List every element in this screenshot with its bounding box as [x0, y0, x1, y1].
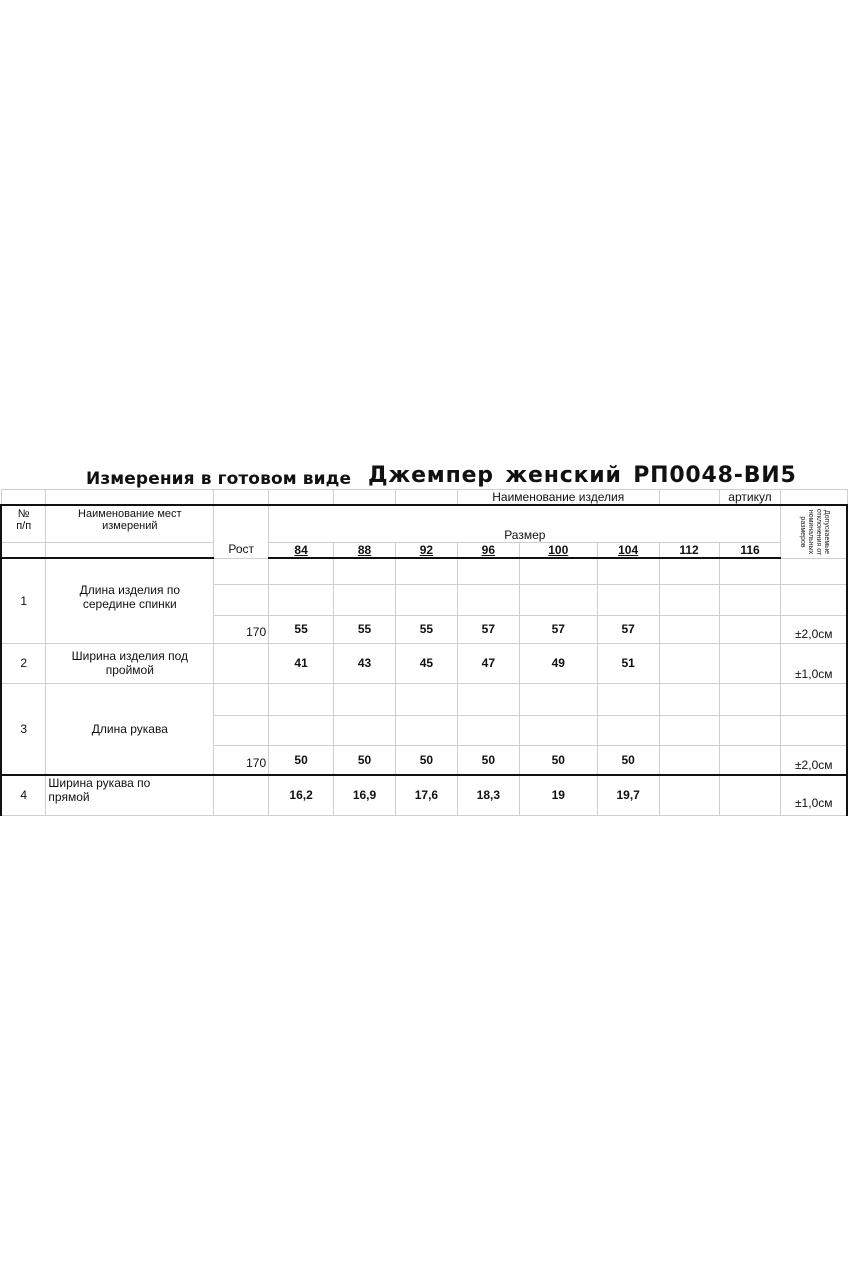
row-4-value: 17,6 [395, 775, 457, 815]
size-104: 104 [597, 542, 659, 558]
row-4-value: 19 [519, 775, 597, 815]
row-2-height [214, 643, 269, 683]
measurements-label: Измерения в готовом виде [86, 469, 352, 489]
subheader-row [1, 490, 847, 506]
row-4-value: 18,3 [457, 775, 519, 815]
table-row [1, 643, 847, 683]
article-label: артикул [719, 490, 781, 506]
row-3-height: 170 [214, 745, 269, 775]
row-2-value: 43 [334, 643, 396, 683]
row-4-height [214, 775, 269, 815]
table-row [1, 558, 847, 584]
col-name-header: Наименование мест измерений [46, 505, 214, 542]
row-3-tolerance: ±2,0см [781, 745, 847, 775]
size-group-header: Размер [269, 505, 781, 542]
row-3-name: Длина рукава [46, 683, 214, 775]
row-3-value [659, 745, 719, 775]
row-1-value: 57 [519, 615, 597, 643]
row-4-value [659, 775, 719, 815]
row-3-value: 50 [334, 745, 396, 775]
row-1-tolerance: ±2,0см [781, 615, 847, 643]
row-2-value [659, 643, 719, 683]
table-row [1, 775, 847, 815]
row-4-name: Ширина рукава по прямой [46, 775, 214, 815]
row-1-no: 1 [1, 558, 46, 643]
table-row [1, 683, 847, 715]
row-2-value: 49 [519, 643, 597, 683]
row-2-value [719, 643, 781, 683]
row-4-tolerance: ±1,0см [781, 775, 847, 815]
row-2-tolerance: ±1,0см [781, 643, 847, 683]
row-1-value: 57 [457, 615, 519, 643]
row-2-no: 2 [1, 643, 46, 683]
tolerance-header-cell [781, 505, 847, 558]
header-row [1, 505, 847, 542]
row-3-value: 50 [519, 745, 597, 775]
measurement-table [0, 489, 848, 816]
row-1-height: 170 [214, 615, 269, 643]
row-2-value: 47 [457, 643, 519, 683]
row-4-value: 16,9 [334, 775, 396, 815]
row-2-value: 41 [269, 643, 334, 683]
row-3-no: 3 [1, 683, 46, 775]
row-3-value [719, 745, 781, 775]
size-96: 96 [457, 542, 519, 558]
size-92: 92 [395, 542, 457, 558]
row-3-value: 50 [269, 745, 334, 775]
product-title: Джемпер женский РП0048-ВИ5 [368, 463, 797, 488]
row-2-name: Ширина изделия под проймой [46, 643, 214, 683]
row-4-no: 4 [1, 775, 46, 815]
size-100: 100 [519, 542, 597, 558]
row-4-value: 16,2 [269, 775, 334, 815]
row-1-value [719, 615, 781, 643]
row-3-value: 50 [597, 745, 659, 775]
row-1-name: Длина изделия по середине спинки [46, 558, 214, 643]
sizes-row [1, 542, 847, 558]
measurement-sheet [0, 460, 848, 812]
row-4-value: 19,7 [597, 775, 659, 815]
row-3-value: 50 [457, 745, 519, 775]
row-3-value: 50 [395, 745, 457, 775]
row-2-value: 45 [395, 643, 457, 683]
row-1-value: 57 [597, 615, 659, 643]
size-116: 116 [719, 542, 781, 558]
col-height-header: Рост [214, 505, 269, 558]
row-1-value: 55 [334, 615, 396, 643]
size-112: 112 [659, 542, 719, 558]
product-name-label: Наименование изделия [457, 490, 659, 506]
col-no-header: № п/п [1, 505, 46, 542]
row-1-value: 55 [269, 615, 334, 643]
row-1-value [659, 615, 719, 643]
tolerance-header: Допускаемые отклонения от номинальных размеров [798, 508, 830, 555]
row-2-value: 51 [597, 643, 659, 683]
row-4-value [719, 775, 781, 815]
size-84: 84 [269, 542, 334, 558]
row-1-value: 55 [395, 615, 457, 643]
size-88: 88 [334, 542, 396, 558]
